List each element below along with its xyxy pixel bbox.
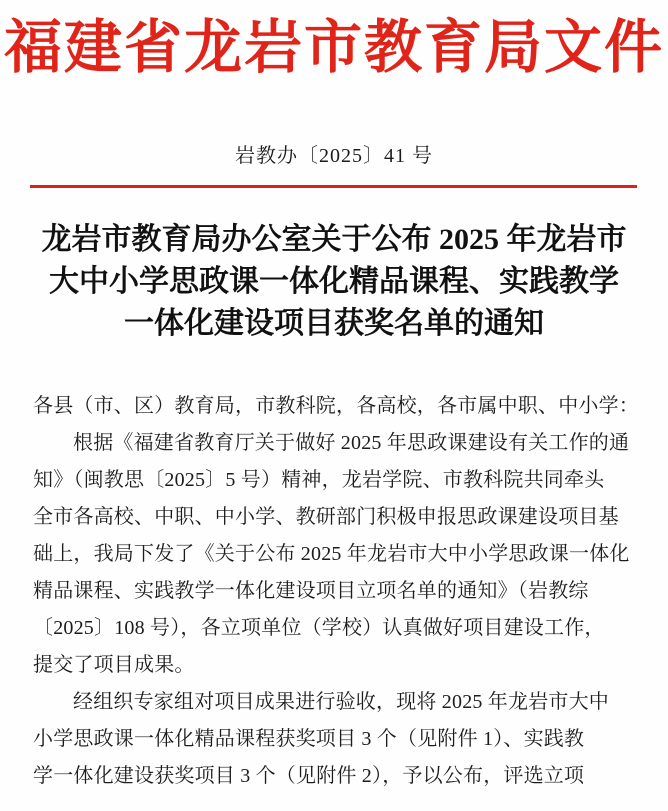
body-line: 经组织专家组对项目成果进行验收，现将 2025 年龙岩市大中 xyxy=(73,690,609,713)
body-line: 〔2025〕108 号），各立项单位（学校）认真做好项目建设工作， xyxy=(33,616,605,639)
notice-title-line: 一体化建设项目获奖名单的通知 xyxy=(124,306,544,340)
body-line: 础上，我局下发了《关于公布 2025 年龙岩市大中小学思政课一体化 xyxy=(33,542,630,565)
red-divider-line xyxy=(30,185,637,188)
notice-title-line: 大中小学思政课一体化精品课程、实践教学 xyxy=(49,264,619,298)
body-line: 根据《福建省教育厅关于做好 2025 年思政课建设有关工作的通 xyxy=(73,431,630,454)
body-line: 小学思政课一体化精品课程获奖项目 3 个（见附件 1）、实践教 xyxy=(33,727,585,750)
notice-title-line: 龙岩市教育局办公室关于公布 2025 年龙岩市 xyxy=(41,222,627,256)
body-line: 精品课程、实践教学一体化建设项目立项名单的通知》（岩教综 xyxy=(33,579,589,602)
body-line: 各县（市、区）教育局，市教科院，各高校，各市属中职、中小学： xyxy=(33,394,639,417)
body-line: 学一体化建设获奖项目 3 个（见附件 2），予以公布，评选立项 xyxy=(33,764,585,787)
body-line: 全市各高校、中职、中小学、教研部门积极申报思政课建设项目基 xyxy=(33,505,619,528)
body-line: 知》（闽教思〔2025〕5 号）精神，龙岩学院、市教科院共同牵头 xyxy=(33,468,605,491)
notice-title xyxy=(0,219,668,345)
document-number: 岩教办〔2025〕41 号 xyxy=(235,144,433,167)
document-banner-title: 福建省龙岩市教育局文件 xyxy=(3,15,664,80)
body-line: 提交了项目成果。 xyxy=(33,653,195,676)
body-text xyxy=(33,388,637,795)
